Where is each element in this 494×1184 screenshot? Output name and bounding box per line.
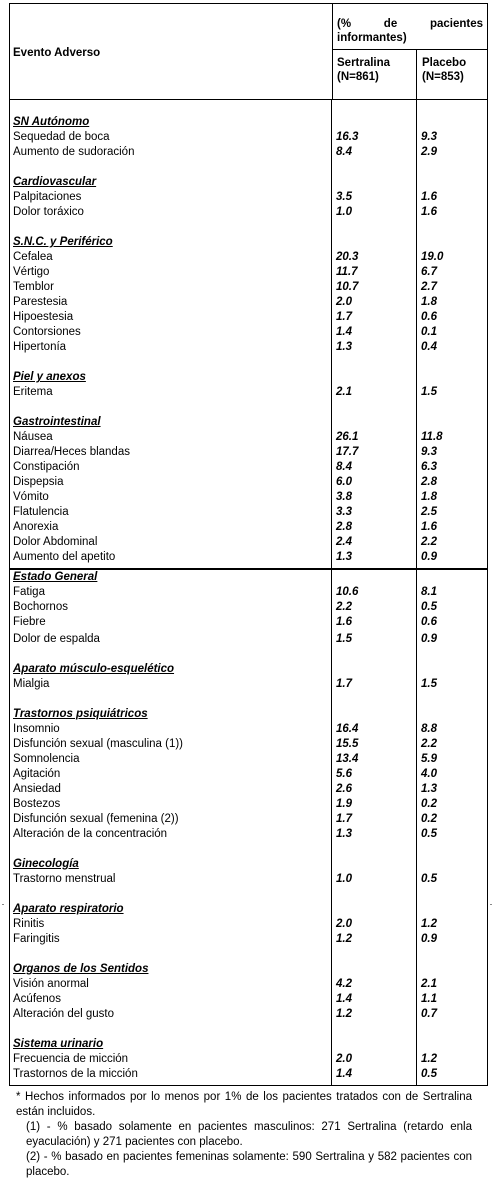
event-name: Sequedad de boca bbox=[13, 131, 110, 143]
table-row bbox=[10, 340, 487, 355]
table-row bbox=[10, 205, 487, 220]
category-heading bbox=[10, 1037, 487, 1052]
sertralina-value: 15.5 bbox=[336, 738, 359, 750]
table-row bbox=[10, 460, 487, 475]
category-title: Cardiovascular bbox=[13, 176, 97, 188]
table-row bbox=[10, 992, 487, 1007]
sertralina-value: 8.4 bbox=[336, 146, 352, 158]
category-heading bbox=[10, 857, 487, 872]
placebo-value: 1.6 bbox=[421, 521, 437, 533]
category-title: Sistema urinario bbox=[13, 1038, 104, 1050]
table-row bbox=[10, 445, 487, 460]
placebo-label: Placebo bbox=[422, 57, 467, 69]
sertralina-value: 11.7 bbox=[336, 266, 358, 278]
placebo-value: 1.5 bbox=[421, 386, 437, 398]
table-row bbox=[10, 600, 487, 615]
sertralina-value: 1.3 bbox=[336, 551, 352, 563]
sertralina-value: 3.5 bbox=[336, 191, 352, 203]
event-name: Hipoestesia bbox=[13, 311, 74, 323]
placebo-value: 1.2 bbox=[421, 918, 437, 930]
sertralina-value: 1.3 bbox=[336, 341, 352, 353]
footnote-2: (2) - % basado en pacientes femeninas solamente: 590 Sertralina y 582 pacientes con placebo. bbox=[26, 1151, 472, 1178]
event-name: Insomnio bbox=[13, 723, 60, 735]
event-name: Trastorno menstrual bbox=[13, 873, 116, 885]
event-header-label: Evento Adverso bbox=[13, 47, 101, 59]
table-row bbox=[10, 737, 487, 752]
event-name: Trastornos de la micción bbox=[13, 1068, 138, 1080]
sertralina-value: 1.7 bbox=[336, 311, 352, 323]
category-title: Ginecología bbox=[13, 858, 79, 870]
placebo-value: 19.0 bbox=[421, 251, 444, 263]
table-row bbox=[10, 250, 487, 265]
table-row bbox=[10, 505, 487, 520]
placebo-value: 2.2 bbox=[421, 738, 437, 750]
event-name: Mialgia bbox=[13, 678, 50, 690]
event-name: Agitación bbox=[13, 768, 61, 780]
sertralina-value: 5.6 bbox=[336, 768, 352, 780]
sertralina-value: 13.4 bbox=[336, 753, 359, 765]
placebo-value: 2.8 bbox=[421, 476, 437, 488]
table-row bbox=[10, 535, 487, 550]
category-title: S.N.C. y Periférico bbox=[13, 236, 113, 248]
sertralina-value: 17.7 bbox=[336, 446, 359, 458]
sertralina-value: 1.0 bbox=[336, 206, 352, 218]
sertralina-value: 8.4 bbox=[336, 461, 352, 473]
table-row bbox=[10, 145, 487, 160]
placebo-value: 1.6 bbox=[421, 191, 437, 203]
placebo-value: 1.3 bbox=[421, 783, 437, 795]
placebo-value: 9.3 bbox=[421, 446, 437, 458]
table-header bbox=[9, 3, 488, 100]
category-title: Aparato músculo-esquelético bbox=[13, 663, 175, 675]
event-name: Vértigo bbox=[13, 266, 50, 278]
sertralina-value: 1.0 bbox=[336, 873, 352, 885]
event-name: Eritema bbox=[13, 386, 53, 398]
table-row bbox=[10, 385, 487, 400]
event-name: Dolor Abdominal bbox=[13, 536, 98, 548]
table-row bbox=[10, 265, 487, 280]
placebo-value: 0.1 bbox=[421, 326, 437, 338]
sertralina-value: 10.6 bbox=[336, 586, 359, 598]
sertralina-value: 1.9 bbox=[336, 798, 352, 810]
table-row bbox=[10, 632, 487, 647]
table-row bbox=[10, 722, 487, 737]
table-row bbox=[10, 677, 487, 692]
event-name: Faringitis bbox=[13, 933, 60, 945]
event-name: Constipación bbox=[13, 461, 80, 473]
table-row bbox=[10, 325, 487, 340]
event-name: Dolor de espalda bbox=[13, 633, 100, 645]
footnote-main: * Hechos informados por lo menos por 1% de los pacientes tratados con de Sertralina están incluidos. bbox=[16, 1091, 472, 1118]
placebo-value: 8.1 bbox=[421, 586, 437, 598]
table-row bbox=[10, 585, 487, 600]
category-heading bbox=[10, 662, 487, 677]
placebo-value: 0.2 bbox=[421, 798, 437, 810]
placebo-n: (N=853) bbox=[422, 71, 464, 83]
table-row bbox=[10, 520, 487, 535]
category-title: SN Autónomo bbox=[13, 116, 90, 128]
table-row bbox=[10, 752, 487, 767]
placebo-value: 9.3 bbox=[421, 131, 437, 143]
event-name: Disfunción sexual (masculina (1)) bbox=[13, 738, 184, 750]
placebo-value: 5.9 bbox=[421, 753, 437, 765]
sertralina-value: 6.0 bbox=[336, 476, 352, 488]
placebo-value: 1.5 bbox=[421, 678, 437, 690]
event-name: Contorsiones bbox=[13, 326, 81, 338]
sertralina-value: 1.2 bbox=[336, 933, 352, 945]
category-heading bbox=[10, 115, 487, 130]
adverse-events-table bbox=[9, 3, 488, 1086]
table-row bbox=[10, 827, 487, 842]
sertralina-value: 1.4 bbox=[336, 326, 352, 338]
margin-mark bbox=[490, 904, 492, 905]
sertralina-value: 1.3 bbox=[336, 828, 352, 840]
sertralina-label: Sertralina bbox=[337, 57, 391, 69]
sertralina-value: 16.4 bbox=[336, 723, 359, 735]
placebo-value: 0.4 bbox=[421, 341, 437, 353]
placebo-value: 1.2 bbox=[421, 1053, 437, 1065]
event-name: Somnolencia bbox=[13, 753, 80, 765]
event-name: Parestesia bbox=[13, 296, 68, 308]
placebo-value: 0.9 bbox=[421, 551, 437, 563]
placebo-value: 2.9 bbox=[421, 146, 437, 158]
event-name: Fatiga bbox=[13, 586, 45, 598]
table-row bbox=[10, 190, 487, 205]
sertralina-value: 10.7 bbox=[336, 281, 359, 293]
event-name: Vómito bbox=[13, 491, 49, 503]
event-name: Ansiedad bbox=[13, 783, 61, 795]
sertralina-n: (N=861) bbox=[337, 71, 379, 83]
placebo-value: 1.1 bbox=[421, 993, 437, 1005]
event-name: Fiebre bbox=[13, 616, 46, 628]
sertralina-value: 2.2 bbox=[336, 601, 352, 613]
placebo-value: 0.5 bbox=[421, 1068, 437, 1080]
table-row bbox=[10, 797, 487, 812]
sertralina-value: 2.6 bbox=[336, 783, 352, 795]
sertralina-value: 2.4 bbox=[336, 536, 352, 548]
category-title: Aparato respiratorio bbox=[13, 903, 124, 915]
sertralina-value: 1.6 bbox=[336, 616, 352, 628]
event-name: Náusea bbox=[13, 431, 53, 443]
sertralina-value: 2.0 bbox=[336, 918, 352, 930]
percent-header: (% de pacientes informantes) bbox=[333, 4, 487, 50]
event-name: Bochornos bbox=[13, 601, 68, 613]
footnote-1: (1) - % basado solamente en pacientes masculinos: 271 Sertralina (retardo enla eyaculación) y 271 pacientes con placebo. bbox=[26, 1121, 472, 1148]
sertralina-value: 1.5 bbox=[336, 633, 352, 645]
category-heading bbox=[10, 570, 487, 585]
table-row bbox=[10, 917, 487, 932]
category-heading bbox=[10, 235, 487, 250]
placebo-value: 6.7 bbox=[421, 266, 437, 278]
placebo-value: 2.1 bbox=[421, 978, 437, 990]
placebo-value: 8.8 bbox=[421, 723, 437, 735]
placebo-value: 2.2 bbox=[421, 536, 437, 548]
sertralina-value: 3.8 bbox=[336, 491, 352, 503]
table-row bbox=[10, 130, 487, 145]
sertralina-value: 2.1 bbox=[336, 386, 352, 398]
table-row bbox=[10, 932, 487, 947]
placebo-value: 4.0 bbox=[421, 768, 437, 780]
event-column-header bbox=[10, 4, 333, 99]
placebo-value: 0.6 bbox=[421, 311, 437, 323]
table-row bbox=[10, 490, 487, 505]
sertralina-value: 4.2 bbox=[336, 978, 352, 990]
sertralina-value: 1.7 bbox=[336, 813, 352, 825]
table-body-upper bbox=[9, 100, 488, 569]
event-name: Hipertonía bbox=[13, 341, 67, 353]
margin-mark bbox=[2, 904, 4, 905]
placebo-value: 0.7 bbox=[421, 1008, 437, 1020]
event-name: Dispepsia bbox=[13, 476, 64, 488]
sertralina-value: 2.8 bbox=[336, 521, 352, 533]
category-heading bbox=[10, 175, 487, 190]
category-heading bbox=[10, 962, 487, 977]
placebo-value: 2.5 bbox=[421, 506, 437, 518]
table-row bbox=[10, 310, 487, 325]
sertralina-value: 3.3 bbox=[336, 506, 352, 518]
sertralina-value: 2.0 bbox=[336, 1053, 352, 1065]
category-title: Estado General bbox=[13, 571, 98, 583]
placebo-value: 0.5 bbox=[421, 828, 437, 840]
table-row bbox=[10, 430, 487, 445]
category-heading bbox=[10, 902, 487, 917]
sertralina-value: 1.7 bbox=[336, 678, 352, 690]
placebo-value: 6.3 bbox=[421, 461, 437, 473]
placebo-header bbox=[418, 50, 487, 99]
table-row bbox=[10, 615, 487, 630]
placebo-value: 0.5 bbox=[421, 873, 437, 885]
placebo-value: 1.6 bbox=[421, 206, 437, 218]
table-row bbox=[10, 782, 487, 797]
event-name: Diarrea/Heces blandas bbox=[13, 446, 130, 458]
category-heading bbox=[10, 707, 487, 722]
event-name: Alteración del gusto bbox=[13, 1008, 115, 1020]
event-name: Flatulencia bbox=[13, 506, 69, 518]
table-row bbox=[10, 812, 487, 827]
event-name: Frecuencia de micción bbox=[13, 1053, 129, 1065]
sertralina-value: 20.3 bbox=[336, 251, 359, 263]
event-name: Disfunción sexual (femenina (2)) bbox=[13, 813, 179, 825]
placebo-value: 0.9 bbox=[421, 633, 437, 645]
sertralina-value: 2.0 bbox=[336, 296, 352, 308]
table-row bbox=[10, 1052, 487, 1067]
placebo-value: 0.2 bbox=[421, 813, 437, 825]
event-name: Rinitis bbox=[13, 918, 45, 930]
event-name: Aumento del apetito bbox=[13, 551, 116, 563]
table-row bbox=[10, 295, 487, 310]
placebo-value: 1.8 bbox=[421, 296, 437, 308]
event-name: Bostezos bbox=[13, 798, 61, 810]
table-row bbox=[10, 1067, 487, 1082]
event-name: Anorexia bbox=[13, 521, 59, 533]
category-title: Organos de los Sentidos bbox=[13, 963, 149, 975]
table-row bbox=[10, 475, 487, 490]
sertralina-value: 1.4 bbox=[336, 993, 352, 1005]
event-name: Temblor bbox=[13, 281, 54, 293]
category-title: Trastornos psiquiátricos bbox=[13, 708, 148, 720]
sertralina-value: 1.2 bbox=[336, 1008, 352, 1020]
event-name: Cefalea bbox=[13, 251, 53, 263]
category-heading bbox=[10, 370, 487, 385]
placebo-value: 1.8 bbox=[421, 491, 437, 503]
category-title: Gastrointestinal bbox=[13, 416, 101, 428]
table-row bbox=[10, 767, 487, 782]
table-row bbox=[10, 872, 487, 887]
sertralina-value: 1.4 bbox=[336, 1068, 352, 1080]
event-name: Alteración de la concentración bbox=[13, 828, 168, 840]
sertralina-value: 26.1 bbox=[336, 431, 359, 443]
event-name: Aumento de sudoración bbox=[13, 146, 135, 158]
table-row bbox=[10, 1007, 487, 1022]
placebo-value: 0.5 bbox=[421, 601, 437, 613]
table-row bbox=[10, 550, 487, 565]
footnotes bbox=[16, 1090, 472, 1180]
table-row bbox=[10, 977, 487, 992]
table-row bbox=[10, 280, 487, 295]
event-name: Acúfenos bbox=[13, 993, 61, 1005]
event-name: Dolor toráxico bbox=[13, 206, 84, 218]
placebo-value: 0.6 bbox=[421, 616, 437, 628]
placebo-value: 11.8 bbox=[421, 431, 443, 443]
table-body-lower bbox=[9, 569, 488, 1086]
sertralina-value: 16.3 bbox=[336, 131, 359, 143]
category-title: Piel y anexos bbox=[13, 371, 86, 383]
event-name: Palpitaciones bbox=[13, 191, 82, 203]
placebo-value: 2.7 bbox=[421, 281, 437, 293]
category-heading bbox=[10, 415, 487, 430]
placebo-value: 0.9 bbox=[421, 933, 437, 945]
sertralina-header bbox=[333, 50, 417, 99]
event-name: Visión anormal bbox=[13, 978, 89, 990]
